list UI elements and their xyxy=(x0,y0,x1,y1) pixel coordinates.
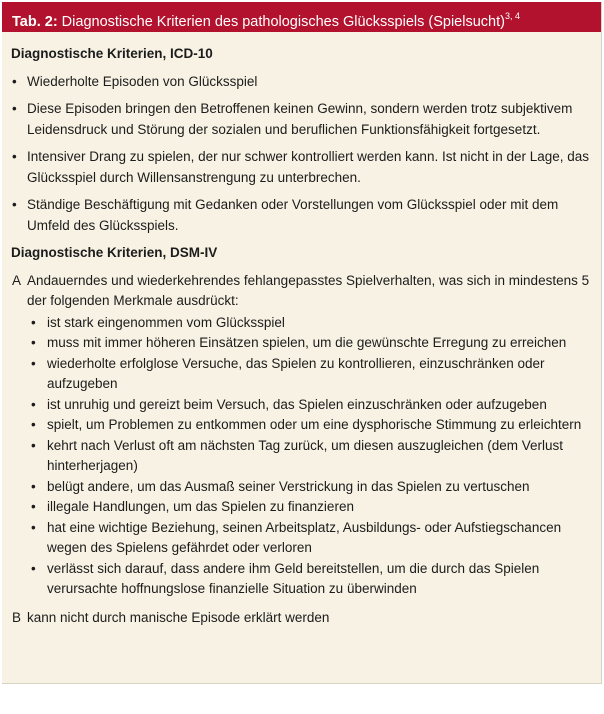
list-item: • Intensiver Drang zu spielen, der nur schwer kontrolliert werden kann. Ist nicht in der Lage, das Glücksspiel durch Willensanstrengung zu unterbrechen. xyxy=(11,147,593,188)
criterion-letter-b: B xyxy=(12,609,22,625)
list-item: • wiederholte erfolglose Versuche, das Spielen zu kontrollieren, einzuschränken oder aufzugeben xyxy=(27,354,593,395)
list-item: • Diese Episoden bringen den Betroffenen keinen Gewinn, sondern werden trotz subjektivem Leidensdruck und Störung der sozialen und beruflichen Funktionsfähigkeit fortgesetzt. xyxy=(11,99,593,140)
list-item: • belügt andere, um das Ausmaß seiner Verstrickung in das Spielen zu vertuschen xyxy=(27,477,593,498)
dsm4-criterion-a xyxy=(11,271,593,600)
list-item: • hat eine wichtige Beziehung, seinen Arbeitsplatz, Ausbildungs- oder Aufstiegschancen wegen des Spielens gefährdet oder verloren xyxy=(27,518,593,559)
table-title-references: 3, 4 xyxy=(504,11,520,21)
criteria-table xyxy=(2,2,602,684)
table-title xyxy=(2,2,601,32)
dsm4-feature-list xyxy=(27,313,593,600)
criterion-letter-a: A xyxy=(12,272,22,288)
table-content xyxy=(2,32,601,628)
list-item: • kehrt nach Verlust oft am nächsten Tag zurück, um diesen auszugleichen (dem Verlust hinterherjagen) xyxy=(27,436,593,477)
list-item: • ist unruhig und gereizt beim Versuch, das Spielen einzuschränken oder aufzugeben xyxy=(27,395,593,416)
list-item: • muss mit immer höheren Einsätzen spielen, um die gewünschte Erregung zu erreichen xyxy=(27,333,593,354)
criterion-a-text: Andauerndes und wiederkehrendes fehlangepasstes Spielverhalten, was sich in mindestens 5 der folgenden Merkmale ausdrückt: xyxy=(27,272,590,308)
icd10-criteria-list xyxy=(11,72,593,237)
list-item: • verlässt sich darauf, dass andere ihm Geld bereitstellen, um die durch das Spielen verursachte hoffnungslose finanzielle Situation zu überwinden xyxy=(27,559,593,600)
dsm4-criterion-b xyxy=(11,608,593,629)
list-item: • Wiederholte Episoden von Glücksspiel xyxy=(11,72,593,93)
list-item: • ist stark eingenommen vom Glücksspiel xyxy=(27,313,593,334)
list-item: • illegale Handlungen, um das Spielen zu finanzieren xyxy=(27,497,593,518)
list-item: • spielt, um Problemen zu entkommen oder um eine dysphorische Stimmung zu erleichtern xyxy=(27,415,593,436)
table-title-text: Diagnostische Kriterien des pathologisches Glücksspiels (Spielsucht) xyxy=(57,13,505,30)
list-item: • Ständige Beschäftigung mit Gedanken oder Vorstellungen vom Glücksspiel oder mit dem Umfeld des Glücksspiels. xyxy=(11,195,593,236)
criterion-b-text: kann nicht durch manische Episode erklärt werden xyxy=(27,609,330,625)
icd10-heading: Diagnostische Kriterien, ICD-10 xyxy=(11,46,213,61)
dsm4-heading: Diagnostische Kriterien, DSM-IV xyxy=(11,245,218,260)
table-number: Tab. 2: xyxy=(12,13,58,30)
